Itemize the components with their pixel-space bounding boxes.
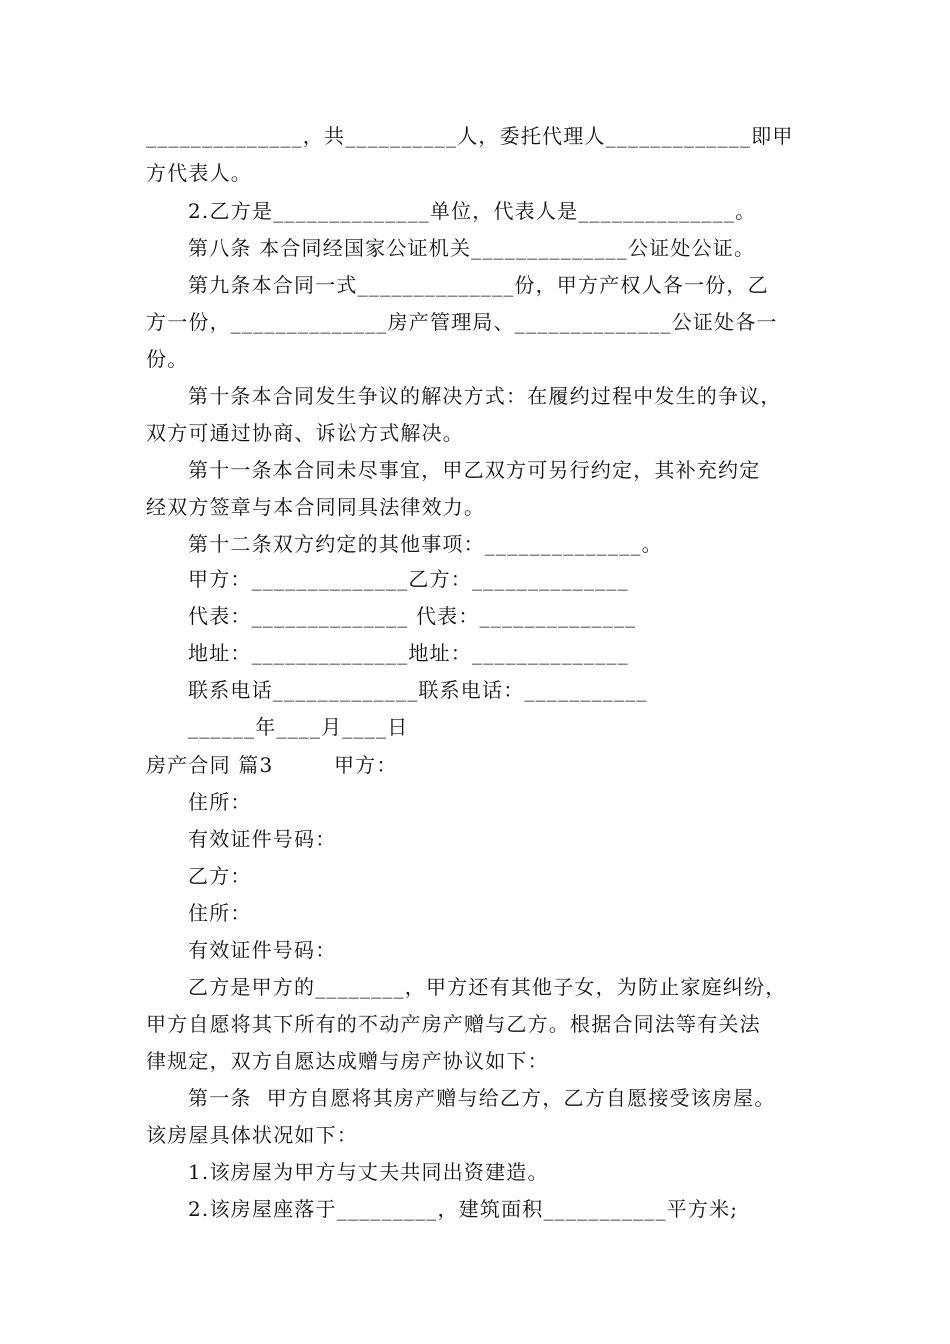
text-line: 经双方签章与本合同同具法律效力。 [146, 495, 486, 519]
signature-party-line: 甲方：______________乙方：______________ [188, 567, 629, 591]
text-line: 该房屋具体状况如下： [146, 1123, 358, 1147]
text-line: 份。 [146, 347, 189, 371]
text-line: ______________，共__________人，委托代理人_____________即甲 [146, 124, 794, 148]
text-line: 2.乙方是______________单位，代表人是______________。 [188, 199, 757, 223]
signature-representative-line: 代表：______________ 代表：______________ [188, 604, 637, 628]
section-heading: 房产合同 篇3 甲方： [146, 753, 398, 777]
text-line: 2.该房屋座落于_________，建筑面积___________平方米; [188, 1197, 739, 1221]
text-line: 双方可通过协商、诉讼方式解决。 [146, 421, 464, 445]
text-line: 第十一条本合同未尽事宜，甲乙双方可另行约定，其补充约定 [188, 458, 761, 482]
signature-address-line: 地址：______________地址：______________ [188, 641, 629, 665]
signature-date-line: ______年____月____日 [188, 715, 409, 739]
text-line: 第八条 本合同经国家公证机关______________公证处公证。 [188, 236, 756, 260]
text-line: 第一条 甲方自愿将其房产赠与给乙方，乙方自愿接受该房屋。 [188, 1086, 776, 1110]
signature-phone-line: 联系电话_____________联系电话：___________ [188, 678, 648, 702]
text-line: 甲方自愿将其下所有的不动产房产赠与乙方。根据合同法等有关法 [146, 1012, 761, 1036]
text-line: 第十条本合同发生争议的解决方式：在履约过程中发生的争议， [188, 384, 782, 408]
text-line: 第十二条双方约定的其他事项：______________。 [188, 532, 663, 556]
text-line: 住所： [188, 901, 252, 925]
text-line: 第九条本合同一式______________份，甲方产权人各一份，乙 [188, 273, 769, 297]
text-line: 方代表人。 [146, 161, 252, 185]
text-line: 有效证件号码： [188, 827, 337, 851]
text-line: 1.该房屋为甲方与丈夫共同出资建造。 [188, 1160, 549, 1184]
text-line: 有效证件号码： [188, 938, 337, 962]
text-line: 乙方： [188, 864, 252, 888]
text-line: 乙方是甲方的________，甲方还有其他子女，为防止家庭纠纷， [188, 975, 787, 999]
text-line: 住所： [188, 790, 252, 814]
text-line: 方一份，______________房产管理局、______________公证处各一 [146, 310, 778, 334]
text-line: 律规定，双方自愿达成赠与房产协议如下： [146, 1049, 549, 1073]
